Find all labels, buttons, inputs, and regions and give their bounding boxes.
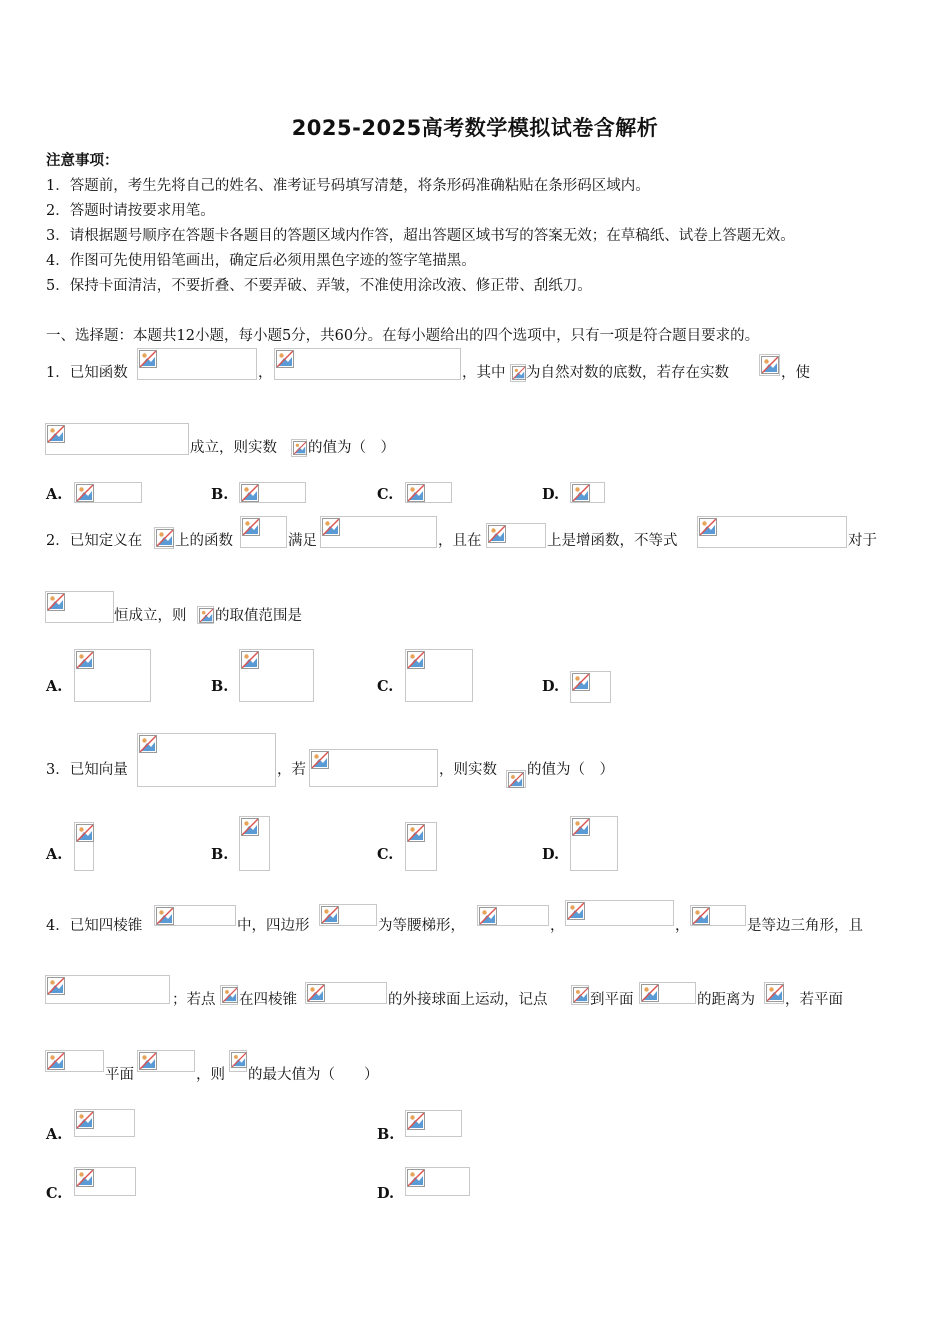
broken-image-icon (76, 1169, 94, 1187)
option-b-image[interactable] (239, 649, 314, 702)
option-d-label: D. (377, 1185, 395, 1202)
formula-image (486, 523, 546, 548)
formula-image (697, 516, 847, 548)
q2-text: 上是增函数，不等式 (547, 533, 678, 549)
option-b-image[interactable] (405, 1110, 462, 1137)
broken-image-icon (567, 902, 585, 920)
q2-text: 对于 (848, 533, 877, 549)
formula-image (45, 1050, 104, 1072)
q3-text: 3．已知向量 (46, 762, 128, 778)
formula-image (305, 982, 387, 1004)
q4-text: 是等边三角形，且 (747, 918, 863, 934)
q4-text: ， (550, 918, 565, 934)
notice-item: 3．请根据题号顺序在答题卡各题目的答题区域内作答，超出答题区域书写的答案无效；在草稿纸、试卷上答题无效。 (46, 228, 795, 244)
q4-text: 到平面 (590, 992, 634, 1008)
option-d-label: D. (542, 846, 560, 863)
formula-image (45, 423, 189, 455)
formula-image (565, 900, 674, 926)
option-a-image[interactable] (74, 649, 151, 702)
broken-image-icon (479, 907, 497, 925)
option-a-image[interactable] (74, 482, 142, 503)
formula-image (154, 905, 236, 926)
q4-text: 在四棱锥 (239, 992, 297, 1008)
q1-text: ，使 (781, 365, 810, 381)
q4-text: 中，四边形 (237, 918, 310, 934)
notice-item: 2．答题时请按要求用笔。 (46, 203, 215, 219)
broken-image-icon (307, 984, 325, 1002)
q4-text: 的最大值为（ ） (248, 1067, 379, 1083)
formula-image (197, 606, 214, 624)
broken-image-icon (573, 987, 589, 1003)
q4-text: 的外接球面上运动，记点 (388, 992, 548, 1008)
option-c-image[interactable] (405, 649, 473, 702)
broken-image-icon (407, 484, 425, 502)
formula-image (690, 905, 746, 926)
broken-image-icon (139, 735, 157, 753)
q4-text: 的距离为 (697, 992, 755, 1008)
broken-image-icon (407, 651, 425, 669)
option-b-image[interactable] (239, 816, 270, 871)
option-c-label: C. (46, 1185, 63, 1202)
broken-image-icon (572, 818, 590, 836)
broken-image-icon (47, 1052, 65, 1070)
option-c-image[interactable] (405, 482, 452, 503)
q1-text: ，其中 (462, 365, 506, 381)
option-a-image[interactable] (74, 822, 94, 871)
option-b-label: B. (211, 678, 229, 695)
broken-image-icon (311, 751, 329, 769)
q1-text: 1．已知函数 (46, 365, 128, 381)
option-d-image[interactable] (570, 816, 618, 871)
option-d-image[interactable] (570, 671, 611, 703)
broken-image-icon (139, 350, 157, 368)
formula-image (45, 975, 170, 1004)
broken-image-icon (241, 484, 259, 502)
broken-image-icon (407, 1169, 425, 1187)
broken-image-icon (222, 987, 238, 1003)
q2-text: 的取值范围是 (215, 608, 302, 624)
formula-image (291, 439, 307, 457)
formula-image (510, 364, 526, 382)
q2-text: 2．已知定义在 (46, 533, 143, 549)
broken-image-icon (231, 1052, 247, 1068)
formula-image (229, 1050, 247, 1072)
formula-image (506, 770, 526, 788)
page-title: 2025-2025高考数学模拟试卷含解析 (291, 116, 659, 140)
broken-image-icon (47, 593, 65, 611)
option-b-label: B. (211, 486, 229, 503)
formula-image (240, 516, 287, 548)
notice-item: 4．作图可先使用铅笔画出，确定后必须用黑色字迹的签字笔描黑。 (46, 253, 476, 269)
option-c-label: C. (377, 846, 394, 863)
option-d-image[interactable] (405, 1167, 470, 1196)
broken-image-icon (572, 484, 590, 502)
broken-image-icon (156, 529, 174, 547)
formula-image (571, 985, 589, 1005)
broken-image-icon (488, 525, 506, 543)
broken-image-icon (321, 906, 339, 924)
broken-image-icon (276, 350, 294, 368)
broken-image-icon (241, 651, 259, 669)
option-d-label: D. (542, 486, 560, 503)
q4-text: 平面 (105, 1067, 134, 1083)
q4-text: ， (675, 918, 690, 934)
option-d-label: D. (542, 678, 560, 695)
formula-image (477, 905, 549, 926)
broken-image-icon (512, 366, 526, 380)
formula-image (137, 1050, 195, 1072)
option-b-label: B. (211, 846, 229, 863)
broken-image-icon (76, 484, 94, 502)
formula-image (764, 982, 784, 1004)
q1-text: 的值为（ ） (308, 440, 395, 456)
option-a-image[interactable] (74, 1109, 135, 1137)
q3-text: 的值为（ ） (527, 762, 614, 778)
broken-image-icon (322, 518, 340, 536)
broken-image-icon (699, 518, 717, 536)
q4-text: ，则 (196, 1067, 225, 1083)
broken-image-icon (508, 772, 524, 788)
formula-image (639, 982, 696, 1004)
broken-image-icon (47, 425, 65, 443)
formula-image (309, 749, 438, 787)
q4-text: 4．已知四棱锥 (46, 918, 143, 934)
formula-image (137, 348, 257, 380)
option-b-label: B. (377, 1126, 395, 1143)
broken-image-icon (242, 518, 260, 536)
q4-text: ，若平面 (785, 992, 843, 1008)
q1-text: ， (258, 365, 273, 381)
formula-image (759, 354, 780, 376)
broken-image-icon (572, 673, 590, 691)
option-c-label: C. (377, 678, 394, 695)
option-a-label: A. (46, 486, 63, 503)
section-heading: 一、选择题：本题共12小题，每小题5分，共60分。在每小题给出的四个选项中，只有一项是符合题目要求的。 (46, 328, 760, 344)
option-c-label: C. (377, 486, 394, 503)
broken-image-icon (47, 977, 65, 995)
q1-text: 为自然对数的底数，若存在实数 (526, 365, 729, 381)
broken-image-icon (293, 441, 307, 455)
broken-image-icon (692, 907, 710, 925)
q1-text: 成立，则实数 (190, 440, 277, 456)
broken-image-icon (407, 824, 425, 842)
broken-image-icon (641, 984, 659, 1002)
broken-image-icon (76, 651, 94, 669)
formula-image (320, 516, 437, 548)
notice-heading: 注意事项： (46, 152, 119, 169)
option-c-image[interactable] (405, 822, 437, 871)
broken-image-icon (156, 907, 174, 925)
option-c-image[interactable] (74, 1167, 136, 1196)
broken-image-icon (761, 356, 779, 374)
q2-text: 上的函数 (175, 533, 233, 549)
q3-text: ，若 (277, 762, 306, 778)
broken-image-icon (766, 984, 784, 1002)
formula-image (45, 591, 114, 623)
broken-image-icon (76, 824, 94, 842)
formula-image (154, 527, 174, 549)
broken-image-icon (407, 1112, 425, 1130)
broken-image-icon (241, 818, 259, 836)
broken-image-icon (76, 1111, 94, 1129)
q4-text: ；若点 (172, 992, 216, 1008)
formula-image (274, 348, 461, 380)
q2-text: 恒成立，则 (114, 608, 187, 624)
formula-image (319, 904, 377, 926)
notice-item: 1．答题前，考生先将自己的姓名、准考证号码填写清楚，将条形码准确粘贴在条形码区域内。 (46, 178, 650, 194)
q2-text: ，且在 (438, 533, 482, 549)
q2-text: 满足 (288, 533, 317, 549)
q4-text: 为等腰梯形， (378, 918, 465, 934)
option-a-label: A. (46, 846, 63, 863)
formula-image (220, 985, 238, 1005)
option-b-image[interactable] (239, 482, 306, 503)
broken-image-icon (199, 608, 214, 623)
q3-text: ，则实数 (439, 762, 497, 778)
option-a-label: A. (46, 1126, 63, 1143)
broken-image-icon (139, 1052, 157, 1070)
option-d-image[interactable] (570, 482, 605, 503)
notice-item: 5．保持卡面清洁，不要折叠、不要弄破、弄皱，不准使用涂改液、修正带、刮纸刀。 (46, 278, 592, 294)
option-a-label: A. (46, 678, 63, 695)
formula-image (137, 733, 276, 787)
